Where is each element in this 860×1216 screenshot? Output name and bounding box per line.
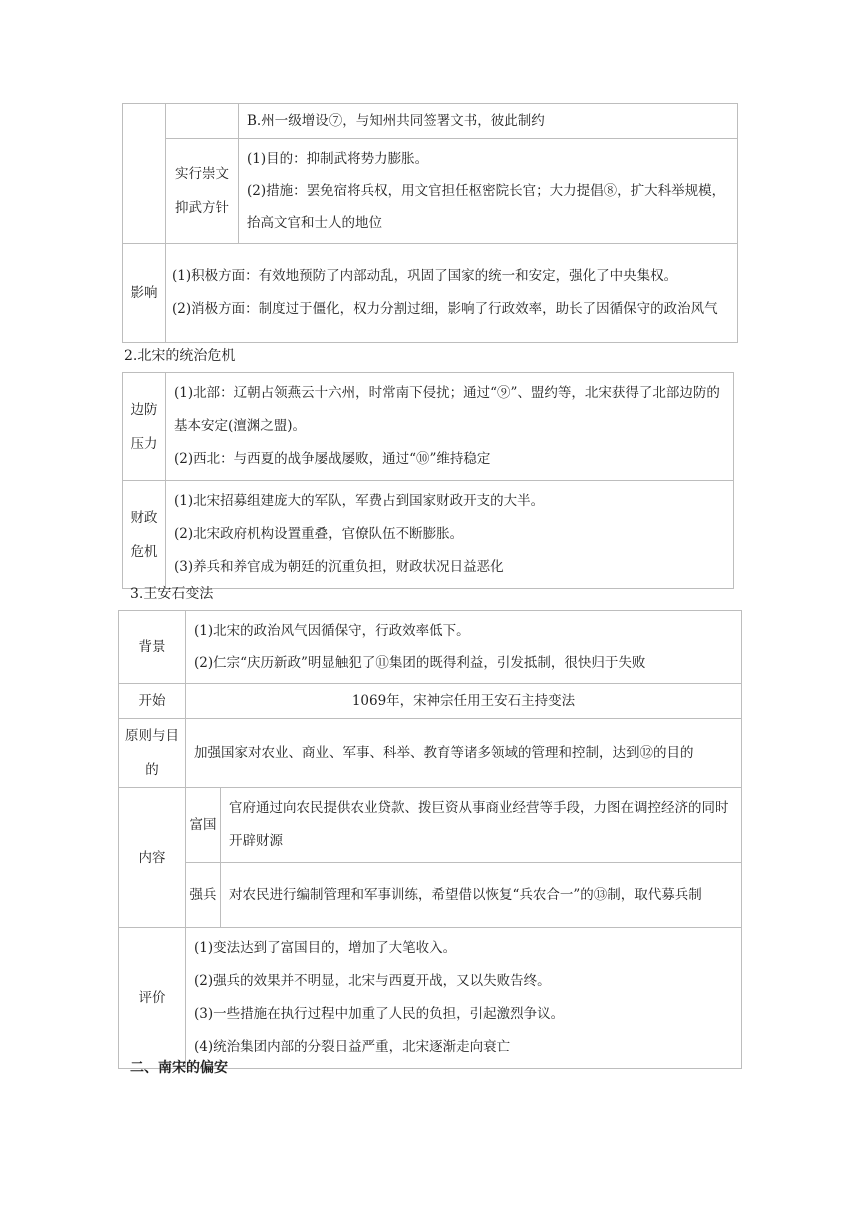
border-line: (2)西北：与西夏的战争屡战屡败，通过“⑩”维持稳定	[174, 451, 491, 467]
border-pressure-content	[166, 373, 734, 481]
finance-line: (2)北宋政府机构设置重叠，官僚队伍不断膨胀。	[174, 526, 464, 542]
finance-crisis-label: 财政危机	[123, 481, 166, 589]
table-row	[119, 863, 742, 928]
empty-cell	[166, 104, 239, 139]
table-row	[119, 719, 742, 788]
empty-cell	[123, 104, 166, 244]
border-line: (1)北部：辽朝占领燕云十六州，时常南下侵扰；通过“⑨”、盟约等，北宋获得了北部边防的基本安定(澶渊之盟)。	[174, 385, 720, 434]
section-heading: 3.王安石变法	[130, 586, 214, 602]
table-row	[123, 139, 738, 244]
background-line: (2)仁宗“庆历新政”明显触犯了⑪集团的既得利益，引发抵制，很快归于失败	[194, 655, 646, 671]
policy-label: 实行崇文抑武方针	[166, 139, 239, 244]
start-content: 1069年，宋神宗任用王安石主持变法	[186, 684, 742, 719]
table-row	[119, 788, 742, 863]
table-row	[119, 928, 742, 1069]
finance-line: (1)北宋招募组建庞大的军队，军费占到国家财政开支的大半。	[174, 493, 545, 509]
border-pressure-label: 边防压力	[123, 373, 166, 481]
table-row	[123, 244, 738, 343]
finance-crisis-content	[166, 481, 734, 589]
table-row	[123, 481, 734, 589]
army-label: 强兵	[186, 863, 221, 928]
eval-line: (2)强兵的效果并不明显，北宋与西夏开战，又以失败告终。	[194, 973, 551, 989]
background-content	[186, 611, 742, 684]
section-heading: 2.北宋的统治危机	[124, 348, 236, 364]
table-reform	[118, 610, 742, 1069]
row-b-text: B.州一级增设⑦，与知州共同签署文书，彼此制约	[239, 104, 738, 139]
eval-line: (3)一些措施在执行过程中加重了人民的负担，引起激烈争议。	[194, 1006, 565, 1022]
policy-line: (2)措施：罢免宿将兵权，用文官担任枢密院长官；大力提倡⑧，扩大科举规模，抬高文官和士人的地位	[247, 183, 726, 231]
table-row	[119, 684, 742, 719]
eval-content	[186, 928, 742, 1069]
table-row	[123, 104, 738, 139]
army-content: 对农民进行编制管理和军事训练，希望借以恢复“兵农合一”的⑬制，取代募兵制	[221, 863, 742, 928]
rich-content: 官府通过向农民提供农业贷款、拨巨资从事商业经营等手段，力图在调控经济的同时开辟财源	[221, 788, 742, 863]
background-line: (1)北宋的政治风气因循保守，行政效率低下。	[194, 623, 470, 639]
impact-line: (2)消极方面：制度过于僵化，权力分割过细，影响了行政效率，助长了因循保守的政治风气	[172, 301, 718, 317]
section-heading-south: 二、南宋的偏安	[130, 1060, 228, 1076]
rich-label: 富国	[186, 788, 221, 863]
table-row	[119, 611, 742, 684]
table-row	[123, 373, 734, 481]
start-label: 开始	[119, 684, 186, 719]
eval-line: (4)统治集团内部的分裂日益严重，北宋逐渐走向衰亡	[194, 1039, 511, 1055]
impact-content	[166, 244, 738, 343]
table-policy-impact	[122, 103, 738, 343]
eval-line: (1)变法达到了富国目的，增加了大笔收入。	[194, 940, 457, 956]
principle-content: 加强国家对农业、商业、军事、科举、教育等诸多领域的管理和控制，达到⑫的目的	[186, 719, 742, 788]
background-label: 背景	[119, 611, 186, 684]
principle-label: 原则与目的	[119, 719, 186, 788]
finance-line: (3)养兵和养官成为朝廷的沉重负担，财政状况日益恶化	[174, 559, 504, 575]
policy-line: (1)目的：抑制武将势力膨胀。	[247, 151, 429, 167]
impact-line: (1)积极方面：有效地预防了内部动乱，巩固了国家的统一和安定，强化了中央集权。	[172, 268, 678, 284]
content-label: 内容	[119, 788, 186, 928]
table-crisis	[122, 372, 734, 589]
policy-content	[239, 139, 738, 244]
eval-label: 评价	[119, 928, 186, 1069]
impact-label: 影响	[123, 244, 166, 343]
